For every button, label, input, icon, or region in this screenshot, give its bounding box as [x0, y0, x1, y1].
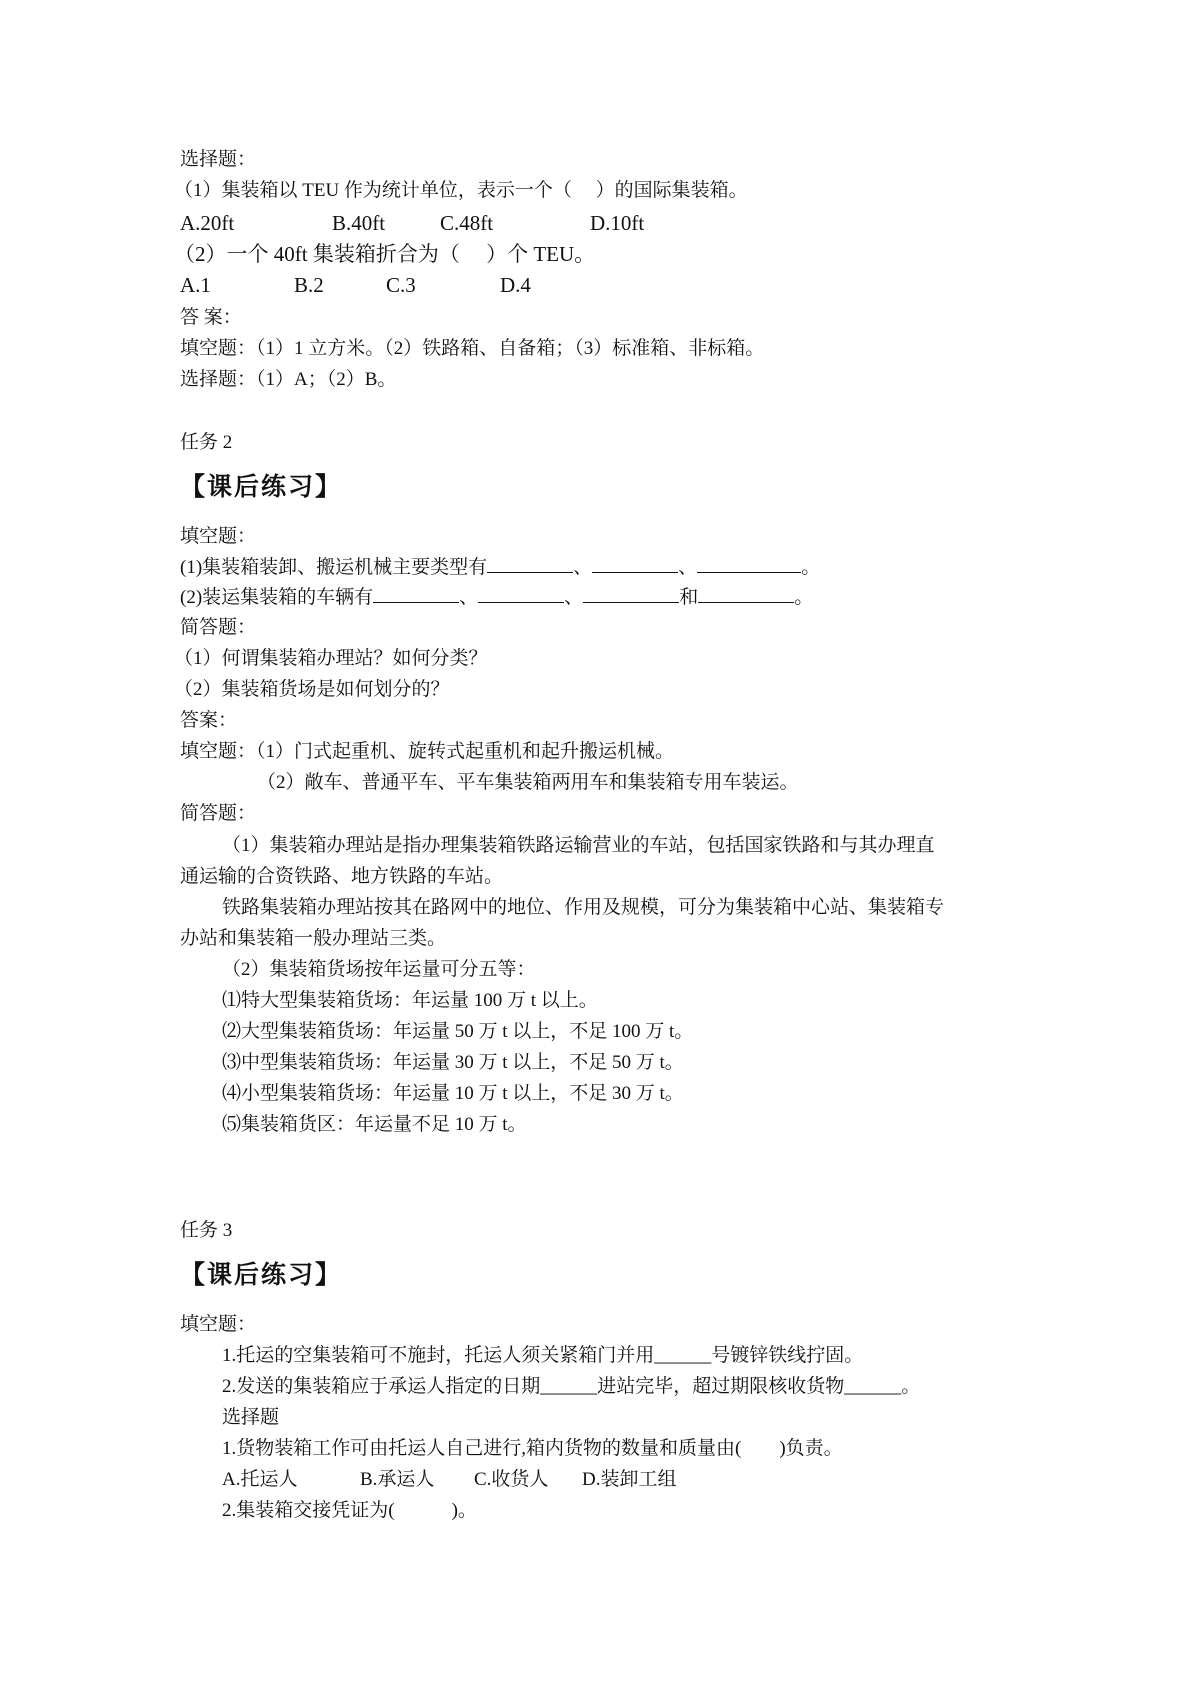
option-c: C.3 — [386, 273, 416, 297]
task-2-title: 任务 2 — [180, 432, 233, 453]
grade-item: ⑸集装箱货区：年运量不足 10 万 t。 — [222, 1114, 527, 1135]
task-3-fill-question-2: 2.发送的集装箱应于承运人指定的日期______进站完毕，超过期限核收货物______。 — [222, 1376, 921, 1397]
task-2-fill-question-2: (2)装运集装箱的车辆有 、 、 和 。 — [180, 584, 813, 611]
task-2-fill-heading: 填空题： — [180, 526, 257, 547]
task-2-answer-paragraph-2-line-1: 铁路集装箱办理站按其在路网中的地位、作用及规模，可分为集装箱中心站、集装箱专 — [222, 897, 945, 918]
task-2-answer-paragraph-3: （2）集装箱货场按年运量可分五等： — [222, 959, 536, 980]
answer-heading: 答 案： — [180, 307, 242, 328]
task-3-title: 任务 3 — [180, 1220, 233, 1241]
task-2-answer-paragraph-1-line-1: （1）集装箱办理站是指办理集装箱铁路运输营业的车站，包括国家铁路和与其办理直 — [222, 835, 935, 856]
task-2-answer-fill-2: （2）敞车、普通平车、平车集装箱两用车和集装箱专用车装运。 — [257, 772, 799, 793]
choice-heading: 选择题： — [180, 149, 257, 170]
answer-choice: 选择题：（1）A；（2）B。 — [180, 369, 397, 390]
task-2-answer-heading: 答案： — [180, 710, 238, 731]
option-b: B.40ft — [332, 211, 386, 235]
task-3-choice-question-1: 1.货物装箱工作可由托运人自己进行,箱内货物的数量和质量由( )负责。 — [222, 1438, 843, 1459]
task-2-answer-paragraph-2-line-2: 办站和集装箱一般办理站三类。 — [180, 928, 447, 949]
option-b: B.2 — [294, 273, 324, 297]
grade-item: ⑵大型集装箱货场：年运量 50 万 t 以上，不足 100 万 t。 — [222, 1021, 694, 1042]
grade-item: ⑴特大型集装箱货场：年运量 100 万 t 以上。 — [222, 990, 598, 1011]
option-b: B.承运人 — [360, 1469, 435, 1490]
task-2-answer-short-heading: 简答题： — [180, 803, 257, 824]
task-2-section-heading: 【课后练习】 — [180, 472, 343, 501]
question-1: （1）集装箱以 TEU 作为统计单位，表示一个（ ）的国际集装箱。 — [174, 180, 748, 201]
answer-fill: 填空题：（1）1 立方米。（2）铁路箱、自备箱；（3）标准箱、非标箱。 — [180, 338, 765, 359]
answer-blank — [592, 554, 678, 573]
grade-item: ⑷小型集装箱货场：年运量 10 万 t 以上，不足 30 万 t。 — [222, 1083, 684, 1104]
option-d: D.10ft — [590, 211, 645, 235]
option-a: A.1 — [180, 273, 211, 297]
option-d: D.装卸工组 — [582, 1469, 677, 1490]
task-3-fill-question-1: 1.托运的空集装箱可不施封，托运人须关紧箱门并用______号镀锌铁线拧固。 — [222, 1345, 864, 1366]
task-3-choice-question-2: 2.集装箱交接凭证为( )。 — [222, 1500, 477, 1521]
task-3-choice-heading: 选择题 — [222, 1407, 280, 1428]
option-c: C.48ft — [440, 211, 494, 235]
task-3-section-heading: 【课后练习】 — [180, 1260, 343, 1289]
answer-blank — [478, 584, 564, 603]
question-2: （2）一个 40ft 集装箱折合为（ ）个 TEU。 — [174, 242, 596, 266]
option-c: C.收货人 — [474, 1469, 549, 1490]
option-d: D.4 — [500, 273, 531, 297]
answer-blank — [583, 584, 679, 603]
task-2-short-question-2: （2）集装箱货场是如何划分的？ — [174, 679, 450, 700]
task-2-short-heading: 简答题： — [180, 617, 257, 638]
task-2-answer-paragraph-1-line-2: 通运输的合资铁路、地方铁路的车站。 — [180, 866, 504, 887]
task-3-fill-heading: 填空题： — [180, 1314, 257, 1335]
task-2-fill-question-1: (1)集装箱装卸、搬运机械主要类型有 、 、 。 — [180, 554, 820, 581]
answer-blank — [698, 584, 794, 603]
task-2-short-question-1: （1）何谓集装箱办理站？如何分类？ — [174, 648, 488, 669]
answer-blank — [697, 554, 801, 573]
answer-blank — [487, 554, 573, 573]
grade-item: ⑶中型集装箱货场：年运量 30 万 t 以上，不足 50 万 t。 — [222, 1052, 684, 1073]
option-a: A.托运人 — [222, 1469, 298, 1490]
option-a: A.20ft — [180, 211, 235, 235]
answer-blank — [373, 584, 459, 603]
task-2-answer-fill-1: 填空题：（1）门式起重机、旋转式起重机和起升搬运机械。 — [180, 741, 675, 762]
